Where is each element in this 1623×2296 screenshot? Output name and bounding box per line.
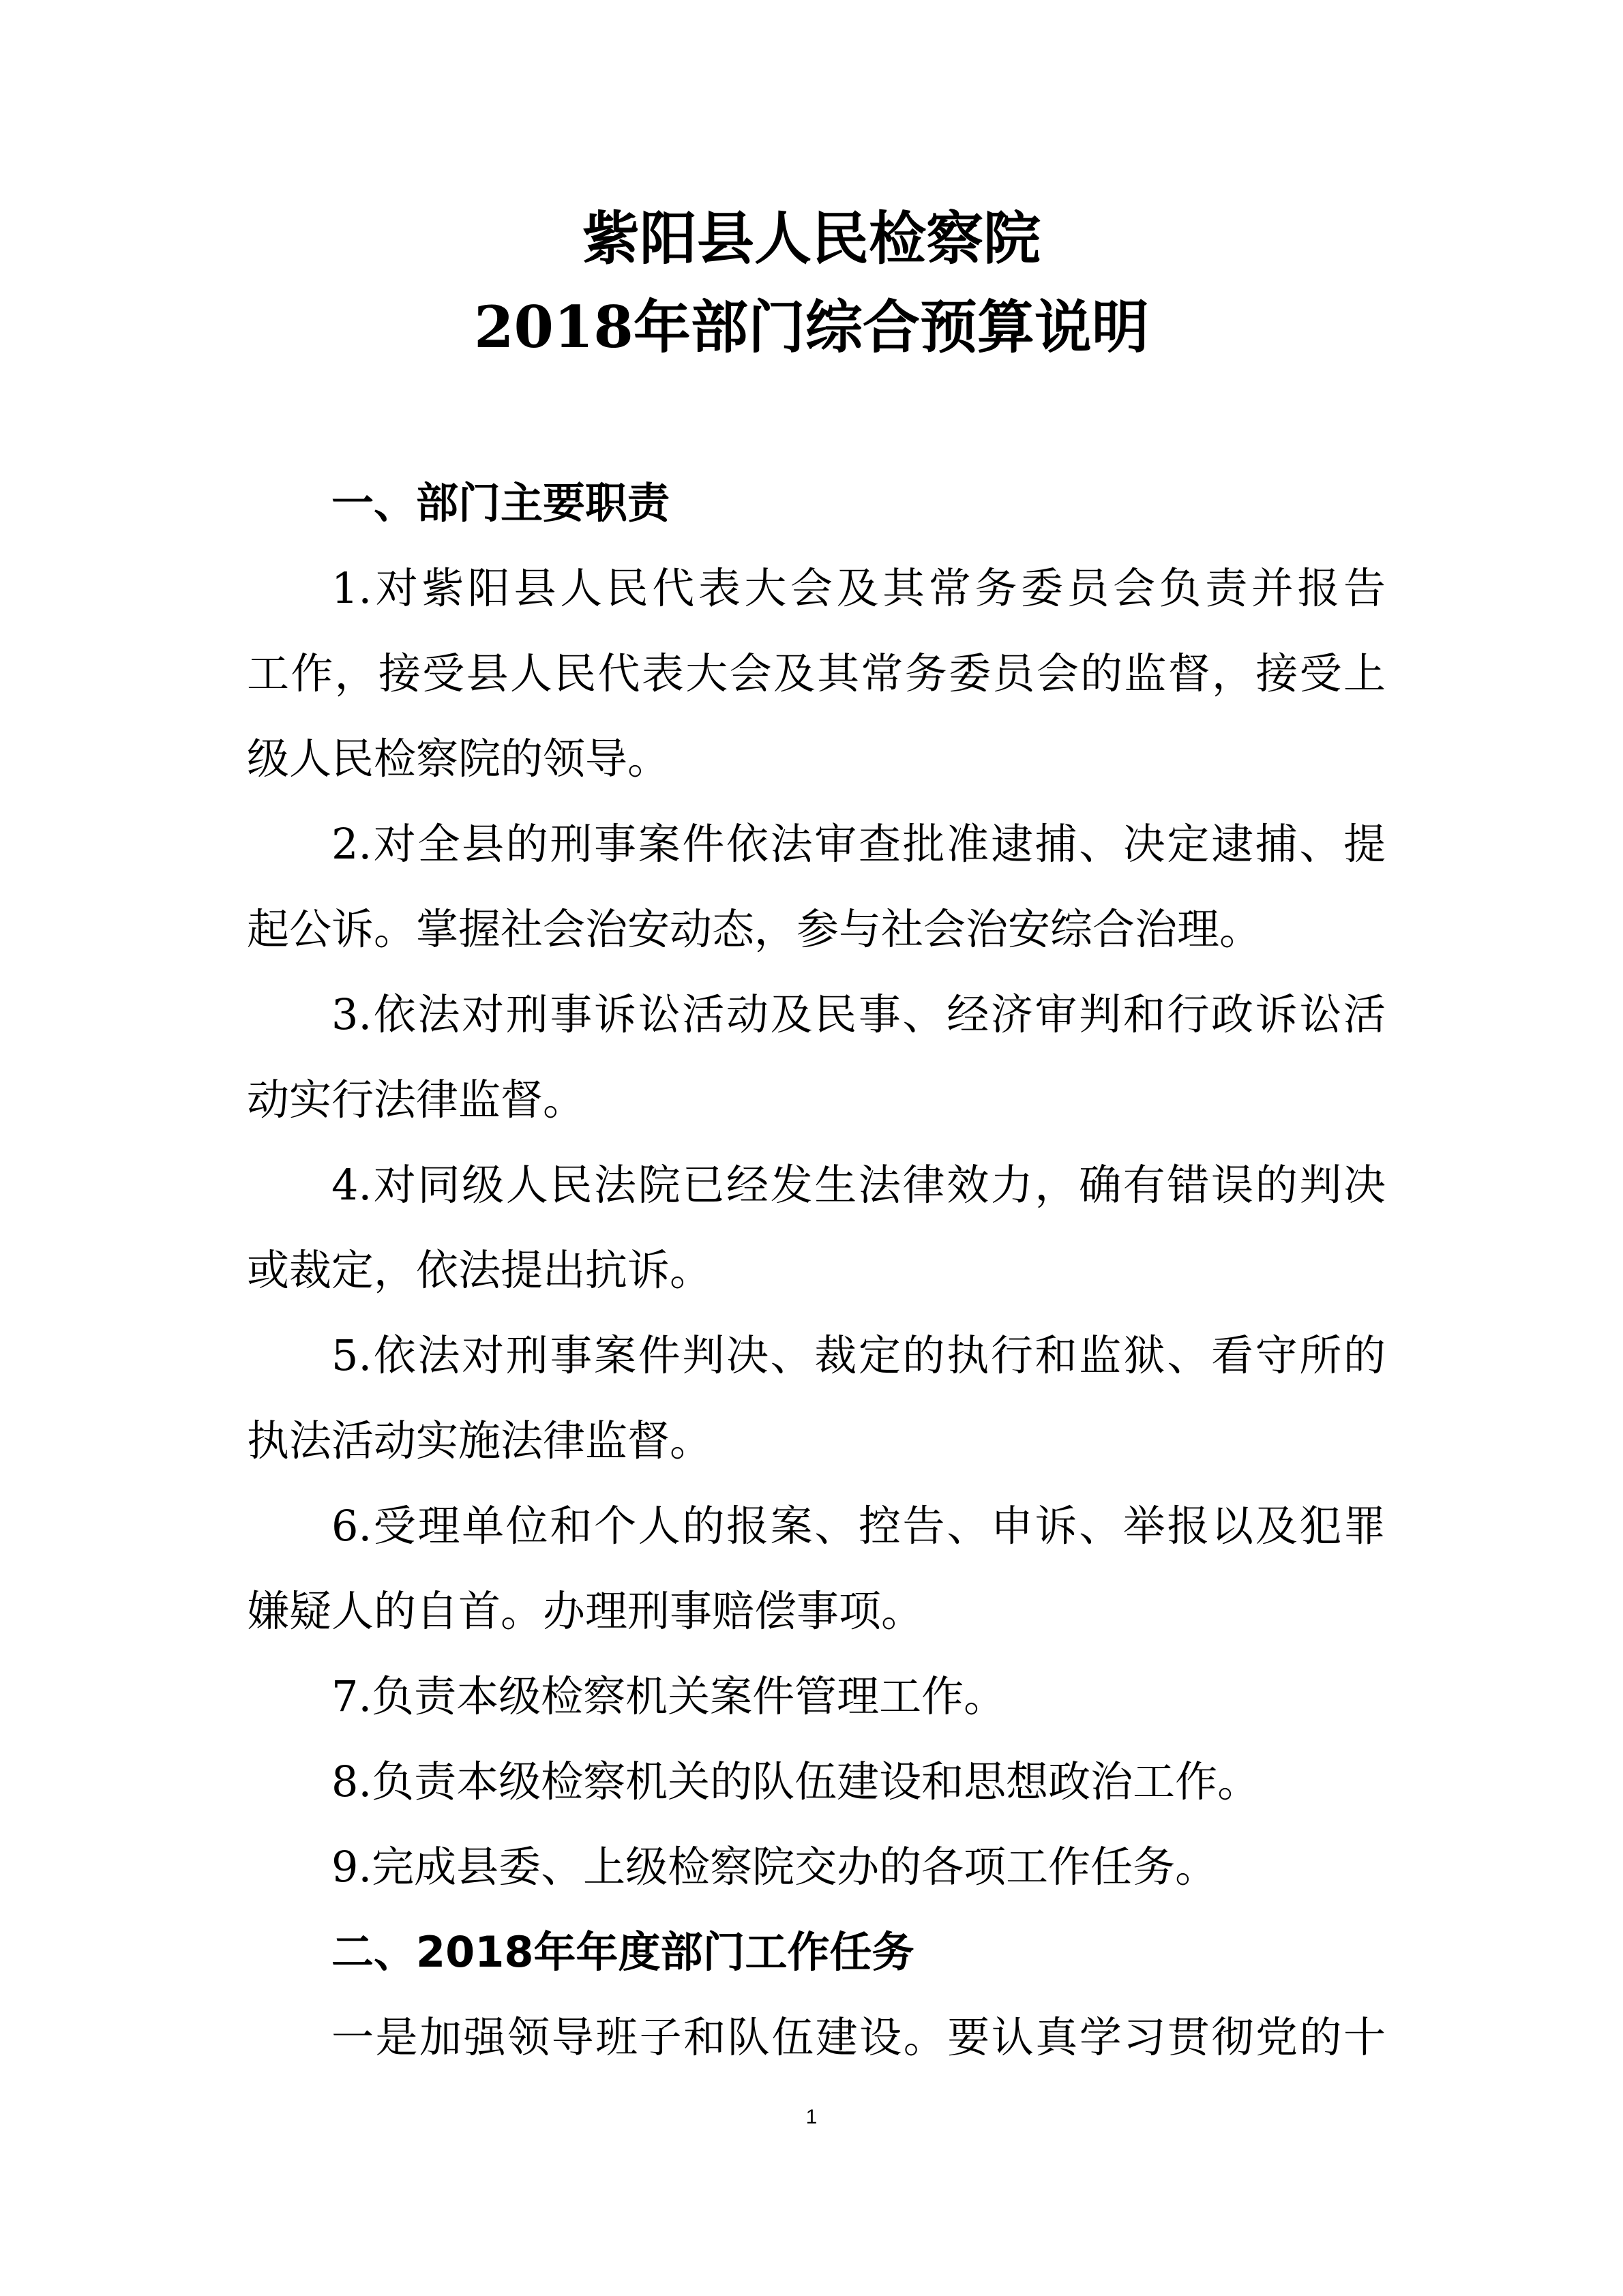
paragraph-line: 4.对同级人民法院已经发生法律效力，确有错误的判决 <box>331 1160 1386 1210</box>
paragraph-line: 执法活动实施法律监督。 <box>247 1416 713 1465</box>
paragraph-line: 3.依法对刑事诉讼活动及民事、经济审判和行政诉讼活 <box>331 989 1386 1039</box>
paragraph-line: 5.依法对刑事案件判决、裁定的执行和监狱、看守所的 <box>331 1330 1386 1380</box>
document-body <box>247 460 1386 2080</box>
paragraph-line: 工作，接受县人民代表大会及其常务委员会的监督，接受上 <box>247 648 1386 698</box>
document-subtitle: 2018年部门综合预算说明 <box>474 293 1149 361</box>
section-heading-responsibilities: 一、部门主要职责 <box>331 478 670 528</box>
paragraph-line: 一是加强领导班子和队伍建设。要认真学习贯彻党的十 <box>331 2012 1386 2062</box>
section-heading-tasks: 二、2018年年度部门工作任务 <box>331 1927 914 1977</box>
paragraph-line: 嫌疑人的自首。办理刑事赔偿事项。 <box>247 1586 924 1636</box>
page-number: 1 <box>805 2106 818 2128</box>
paragraph-line: 动实行法律监督。 <box>247 1075 586 1124</box>
paragraph-line: 6.受理单位和个人的报案、控告、申诉、举报以及犯罪 <box>331 1501 1386 1551</box>
paragraph-line: 9.完成县委、上级检察院交办的各项工作任务。 <box>331 1842 1218 1892</box>
paragraph-line: 或裁定，依法提出抗诉。 <box>247 1245 713 1295</box>
paragraph-line: 起公诉。掌握社会治安动态，参与社会治安综合治理。 <box>247 904 1262 954</box>
paragraph-line: 7.负责本级检察机关案件管理工作。 <box>331 1671 1007 1721</box>
paragraph-line: 1.对紫阳县人民代表大会及其常务委员会负责并报告 <box>331 563 1386 613</box>
document-title: 紫阳县人民检察院 <box>582 205 1041 272</box>
paragraph-line: 8.负责本级检察机关的队伍建设和思想政治工作。 <box>331 1757 1260 1806</box>
paragraph-line: 级人民检察院的领导。 <box>247 734 670 784</box>
paragraph-line: 2.对全县的刑事案件依法审查批准逮捕、决定逮捕、提 <box>331 819 1386 869</box>
